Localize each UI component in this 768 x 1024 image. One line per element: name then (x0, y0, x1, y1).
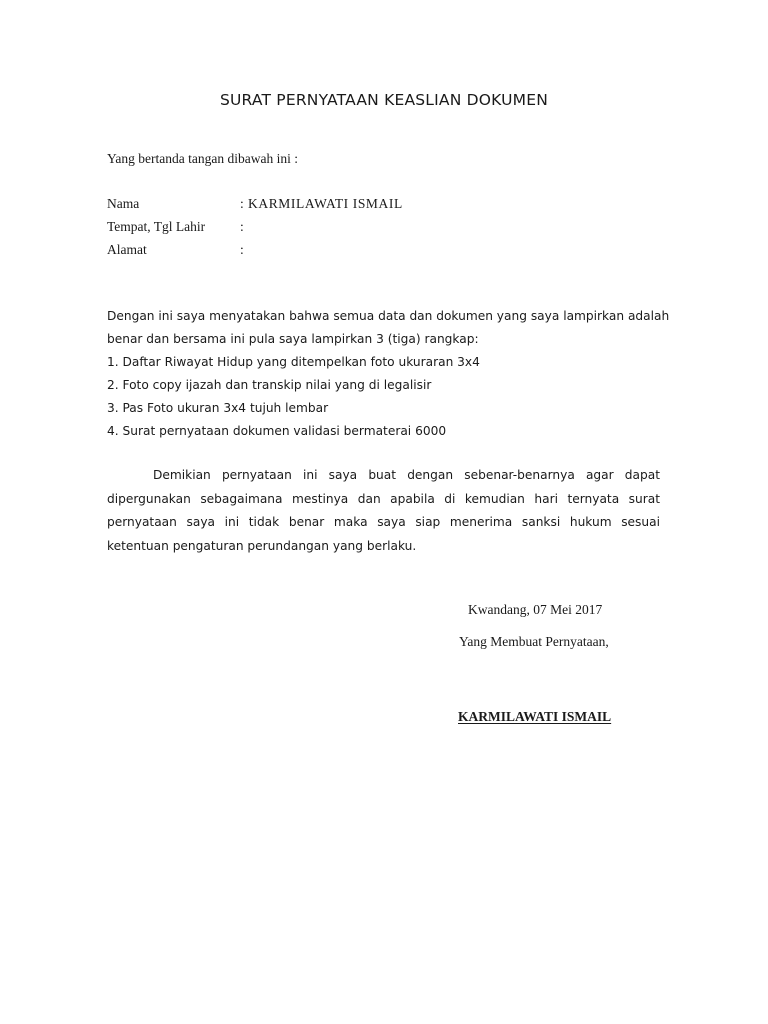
statement-line-2: benar dan bersama ini pula saya lampirkan 3 (tiga) rangkap: (107, 332, 479, 346)
maker-label: Yang Membuat Pernyataan, (459, 634, 609, 649)
field-separator-alamat: : (240, 242, 244, 257)
closing-paragraph: Demikian pernyataan ini saya buat dengan sebenar-benarnya agar dapat dipergunakan sebagaimana mestinya dan apabila di kemudian hari ternyata surat pernyataan saya ini tidak benar maka saya siap menerima sanksi hukum sesuai ketentuan pengaturan perundangan yang berlaku. (107, 468, 660, 553)
attachment-item: 2. Foto copy ijazah dan transkip nilai yang di legalisir (107, 378, 432, 392)
attachment-item: 1. Daftar Riwayat Hidup yang ditempelkan foto ukuraran 3x4 (107, 355, 480, 369)
field-label-tempat-tgl-lahir: Tempat, Tgl Lahir (107, 219, 206, 234)
attachment-item: 3. Pas Foto ukuran 3x4 tujuh lembar (107, 401, 329, 415)
field-separator-tempat-tgl-lahir: : (240, 219, 244, 234)
field-separator-nama: : (240, 196, 244, 211)
document-title: SURAT PERNYATAAN KEASLIAN DOKUMEN (219, 91, 549, 109)
field-label-alamat: Alamat (107, 242, 147, 257)
statement-line-1: Dengan ini saya menyatakan bahwa semua data dan dokumen yang saya lampirkan adalah (107, 309, 670, 323)
place-date: Kwandang, 07 Mei 2017 (468, 602, 603, 617)
attachment-item: 4. Surat pernyataan dokumen validasi bermaterai 6000 (107, 424, 447, 438)
field-label-nama: Nama (107, 196, 140, 211)
signer-name: KARMILAWATI ISMAIL (458, 709, 612, 724)
intro-text: Yang bertanda tangan dibawah ini : (107, 151, 298, 166)
field-value-nama: KARMILAWATI ISMAIL (248, 196, 403, 211)
